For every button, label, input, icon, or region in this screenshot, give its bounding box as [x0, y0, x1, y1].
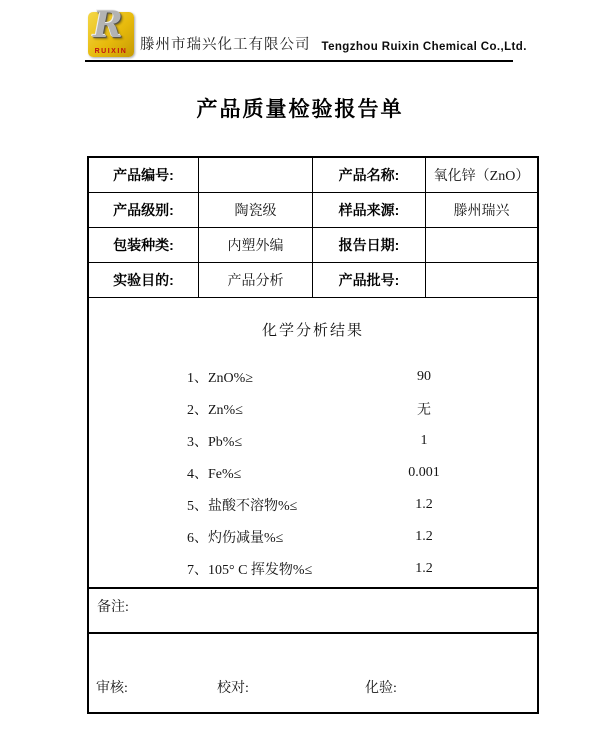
info-label-test-purpose: 实验目的: [89, 263, 199, 298]
info-label-package-type: 包装种类: [89, 228, 199, 263]
info-value-batch-no [426, 263, 537, 298]
analysis-item [89, 425, 537, 457]
letterhead [88, 4, 527, 57]
analysis-item [89, 553, 537, 585]
analysis-item-label: 5、盐酸不溶物%≤ [187, 499, 298, 514]
analysis-item-value: 无 [417, 403, 431, 418]
analysis-item-value: 1 [420, 433, 428, 448]
chemical-analysis-list [89, 361, 537, 585]
info-label-product-grade: 产品级别: [89, 193, 199, 228]
company-name-cn: 滕州市瑞兴化工有限公司 [140, 37, 311, 53]
report-table [87, 156, 539, 714]
info-label-product-name: 产品名称: [313, 158, 426, 193]
proofread-label: 校对: [217, 681, 249, 696]
info-grid [89, 158, 537, 298]
analysis-item-label: 4、Fe%≤ [187, 467, 242, 482]
analysis-item [89, 489, 537, 521]
analysis-item-value: 90 [417, 369, 431, 384]
logo-brand-text: RUIXIN [94, 48, 128, 55]
info-label-product-no: 产品编号: [89, 158, 199, 193]
analysis-item-label: 6、灼伤减量%≤ [187, 531, 284, 546]
assay-label: 化验: [365, 681, 397, 696]
signature-row [89, 634, 537, 712]
info-value-product-no [199, 158, 313, 193]
analysis-item [89, 361, 537, 393]
info-value-package-type: 内塑外编 [199, 228, 313, 263]
remarks-row [89, 589, 537, 634]
info-value-product-name: 氧化锌（ZnO） [426, 158, 537, 193]
analysis-item [89, 393, 537, 425]
info-value-sample-source: 滕州瑞兴 [426, 193, 537, 228]
analysis-item-label: 2、Zn%≤ [187, 403, 243, 418]
info-label-sample-source: 样品来源: [313, 193, 426, 228]
info-value-test-purpose: 产品分析 [199, 263, 313, 298]
company-name-en: Tengzhou Ruixin Chemical Co.,Ltd. [321, 41, 527, 53]
header-divider [85, 60, 513, 62]
remarks-label: 备注: [97, 600, 129, 615]
analysis-item-label: 1、ZnO%≥ [187, 371, 254, 386]
analysis-item-value: 0.001 [408, 465, 440, 480]
analysis-item [89, 457, 537, 489]
ruixin-logo-icon [88, 4, 134, 57]
page-title: 产品质量检验报告单 [196, 98, 404, 121]
analysis-item-value: 1.2 [415, 497, 433, 512]
analysis-item-label: 7、105° C 挥发物%≤ [187, 563, 313, 578]
analysis-item-value: 1.2 [415, 561, 433, 576]
info-value-report-date [426, 228, 537, 263]
info-label-batch-no: 产品批号: [313, 263, 426, 298]
analysis-item-value: 1.2 [415, 529, 433, 544]
logo-r-glyph: R [93, 4, 123, 46]
analysis-item [89, 521, 537, 553]
chemical-analysis-section [89, 298, 537, 589]
review-label: 审核: [96, 681, 128, 696]
chemical-analysis-title: 化学分析结果 [261, 323, 364, 339]
analysis-item-label: 3、Pb%≤ [187, 435, 243, 450]
info-label-report-date: 报告日期: [313, 228, 426, 263]
info-value-product-grade: 陶瓷级 [199, 193, 313, 228]
